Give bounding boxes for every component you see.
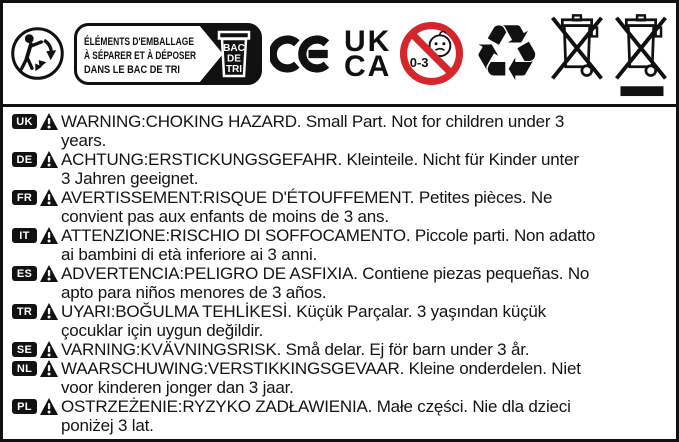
warning-triangle-icon <box>40 398 58 415</box>
ukca-marking-icon <box>344 24 392 83</box>
ce-marking-icon <box>270 26 336 82</box>
country-badge-fr: FR <box>12 190 37 205</box>
warning-text-line: ai bambini di età inferiore ai 3 anni. <box>61 245 318 264</box>
warning-triangle-icon <box>40 265 58 282</box>
warning-text-line: apto para niños menores de 3 años. <box>61 283 327 302</box>
warning-text-line: years. <box>61 131 107 150</box>
warning-triangle-icon <box>40 360 58 377</box>
warning-text-line: ATTENZIONE:RISCHIO DI SOFFOCAMENTO. Piccole parti. Non adatto <box>61 226 596 245</box>
warning-text-line: ACHTUNG:ERSTICKUNGSGEFAHR. Kleinteile. Nicht für Kinder unter <box>61 150 579 169</box>
warning-text-line: OSTRZEŻENIE:RYZYKO ZADŁAWIENIA. Małe części. Nie dla dzieci <box>61 397 571 416</box>
weee-crossed-bin-bar-icon <box>613 10 669 98</box>
warning-row-pl <box>12 397 668 435</box>
warning-text-line: çocuklar için uygun değildir. <box>61 321 264 340</box>
weee-date-bar <box>620 86 663 96</box>
country-badge-de: DE <box>12 152 37 167</box>
age-warning-0-3-icon <box>399 21 464 86</box>
warning-text-line: 3 Jahren geeignet. <box>61 169 199 188</box>
warning-row-uk <box>12 112 668 150</box>
warning-triangle-icon <box>40 227 58 244</box>
warning-triangle-icon <box>40 151 58 168</box>
warning-triangle-icon <box>40 113 58 130</box>
bin-label-3: TRI <box>225 63 242 75</box>
info-tri-line3: DANS LE BAC DE TRI <box>83 63 180 76</box>
warning-triangle-icon <box>40 189 58 206</box>
recycling-symbol-icon: ♻ <box>471 8 542 99</box>
warning-row-nl <box>12 359 668 397</box>
country-badge-uk: UK <box>12 114 37 129</box>
info-tri-line1: ÉLÉMENTS D'EMBALLAGE <box>83 35 227 48</box>
triman-recycling-icon <box>10 26 65 81</box>
warning-text-line: ADVERTENCIA:PELIGRO DE ASFIXIA. Contiene piezas pequeñas. No <box>61 264 590 283</box>
warning-text-line: AVERTISSEMENT:RISQUE D'ÉTOUFFEMENT. Petites pièces. Ne <box>61 188 553 207</box>
bin-label-1: BAC <box>222 42 245 54</box>
warning-row-tr <box>12 302 668 340</box>
warning-text-line: voor kinderen jonger dan 3 jaar. <box>61 378 294 397</box>
bac-de-tri-bin-icon <box>219 32 249 76</box>
age-range-label: 0-3 <box>409 55 429 71</box>
country-badge-nl: NL <box>12 361 37 376</box>
country-badge-tr: TR <box>12 304 37 319</box>
warning-text-line: convient pas aux enfants de moins de 3 ans. <box>61 207 389 226</box>
symbols-bar <box>3 3 676 107</box>
info-tri-line2: À SÉPARER ET À DÉPOSER <box>83 49 232 62</box>
warning-row-it <box>12 226 668 264</box>
warning-row-de <box>12 150 668 188</box>
ukca-top: UK <box>344 24 392 58</box>
packaging-sorting-info-icon <box>73 22 263 86</box>
warning-triangle-icon <box>40 341 58 358</box>
country-badge-se: SE <box>12 342 37 357</box>
warning-row-se <box>12 340 668 359</box>
warning-row-es <box>12 264 668 302</box>
warning-text-line: WAARSCHUWING:VERSTIKKINGSGEVAAR. Kleine onderdelen. Niet <box>61 359 581 378</box>
bin-label-2: DE <box>226 53 241 64</box>
warning-text-line: VARNING:KVÄVNINGSRISK. Små delar. Ej för barn under 3 år. <box>61 340 530 359</box>
weee-crossed-bin-icon <box>549 10 605 98</box>
country-badge-it: IT <box>12 228 37 243</box>
warning-text-line: poniżej 3 lat. <box>61 416 154 435</box>
ukca-bottom: CA <box>344 49 392 83</box>
warning-text-line: UYARI:BOĞULMA TEHLİKESİ. Küçük Parçalar. 3 yaşından küçük <box>61 302 546 321</box>
warning-triangle-icon <box>40 303 58 320</box>
warning-row-fr <box>12 188 668 226</box>
warning-text-line: WARNING:CHOKING HAZARD. Small Part. Not for children under 3 <box>61 112 565 131</box>
country-badge-es: ES <box>12 266 37 281</box>
warnings-list <box>3 107 676 435</box>
country-badge-pl: PL <box>12 399 37 414</box>
